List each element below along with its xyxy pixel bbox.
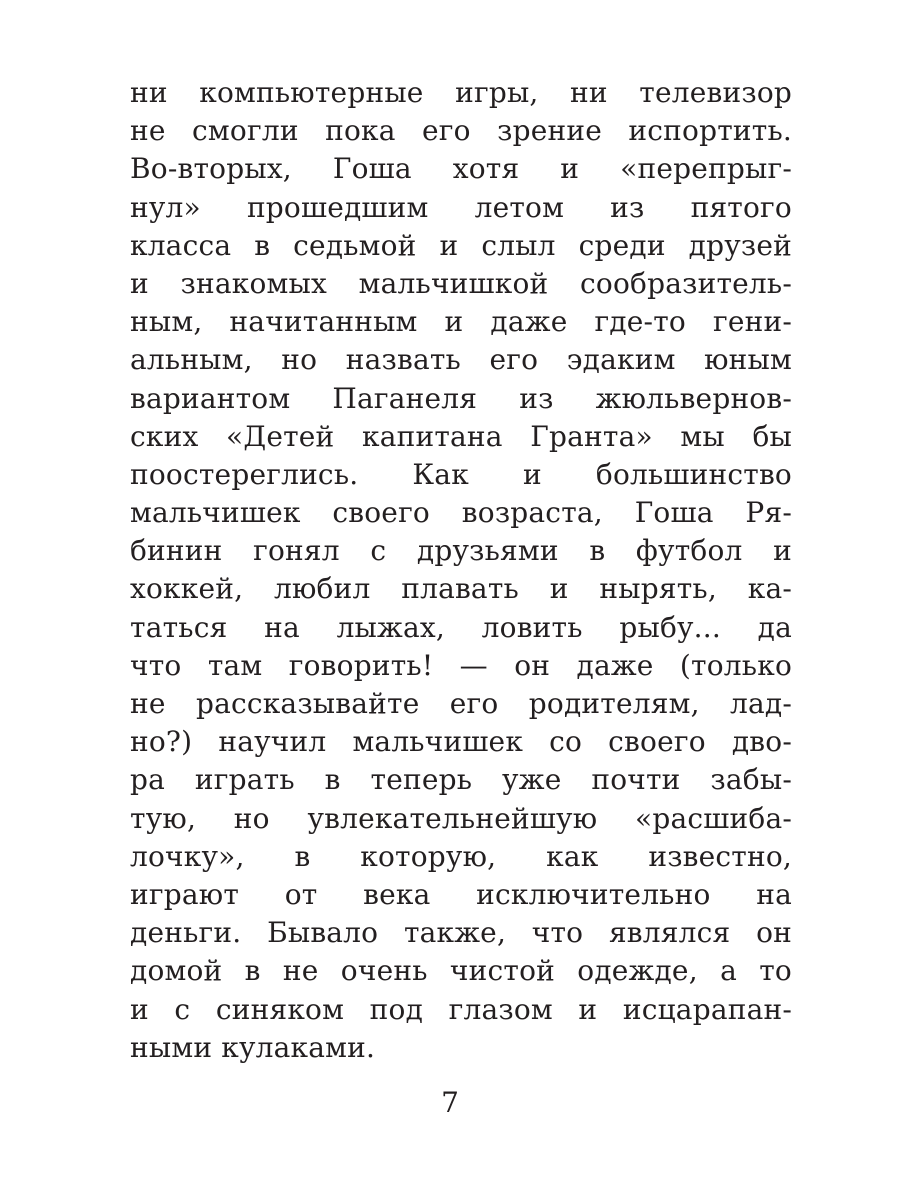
text-line: нул» прошедшим летом из пятого — [130, 190, 792, 224]
text-line: играют от века исключительно на — [130, 877, 792, 911]
text-line: ра играть в теперь уже почти забы- — [130, 763, 792, 797]
text-line: мальчишек своего возраста, Гоша Ря- — [130, 496, 792, 530]
text-line: не смогли пока его зрение испортить. — [130, 114, 792, 148]
text-line: хоккей, любил плавать и нырять, ка- — [130, 572, 792, 606]
text-line: альным, но назвать его эдаким юным — [130, 343, 792, 377]
text-line: но?) научил мальчишек со своего дво- — [130, 725, 792, 759]
text-line: поостереглись. Как и большинство — [130, 457, 792, 491]
text-line: класса в седьмой и слыл среди друзей — [130, 228, 792, 262]
text-line-last: ными кулаками. — [130, 1030, 376, 1064]
text-line: тую, но увлекательнейшую «расшиба- — [130, 801, 792, 835]
text-line: таться на лыжах, ловить рыбу... да — [130, 610, 792, 644]
text-line: бинин гонял с друзьями в футбол и — [130, 534, 792, 568]
text-line: ских «Детей капитана Гранта» мы бы — [130, 419, 792, 453]
text-line: Во-вторых, Гоша хотя и «перепрыг- — [130, 152, 792, 186]
text-line: что там говорить! — он даже (только — [130, 648, 792, 682]
text-line: домой в не очень чистой одежде, а то — [130, 954, 792, 988]
text-line: и знакомых мальчишкой сообразитель- — [130, 266, 792, 300]
text-line: деньги. Бывало также, что являлся он — [130, 916, 792, 950]
body-text — [130, 74, 792, 1067]
text-line: не рассказывайте его родителям, лад- — [130, 687, 792, 720]
text-line: вариантом Паганеля из жюльвернов- — [130, 381, 792, 415]
text-line: лочку», в которую, как известно, — [130, 839, 792, 873]
text-line: и с синяком под глазом и исцарапан- — [130, 992, 792, 1026]
text-line: ни компьютерные игры, ни телевизор — [130, 76, 792, 109]
page-number: 7 — [441, 1086, 459, 1119]
text-line: ным, начитанным и даже где-то гени- — [130, 305, 792, 339]
